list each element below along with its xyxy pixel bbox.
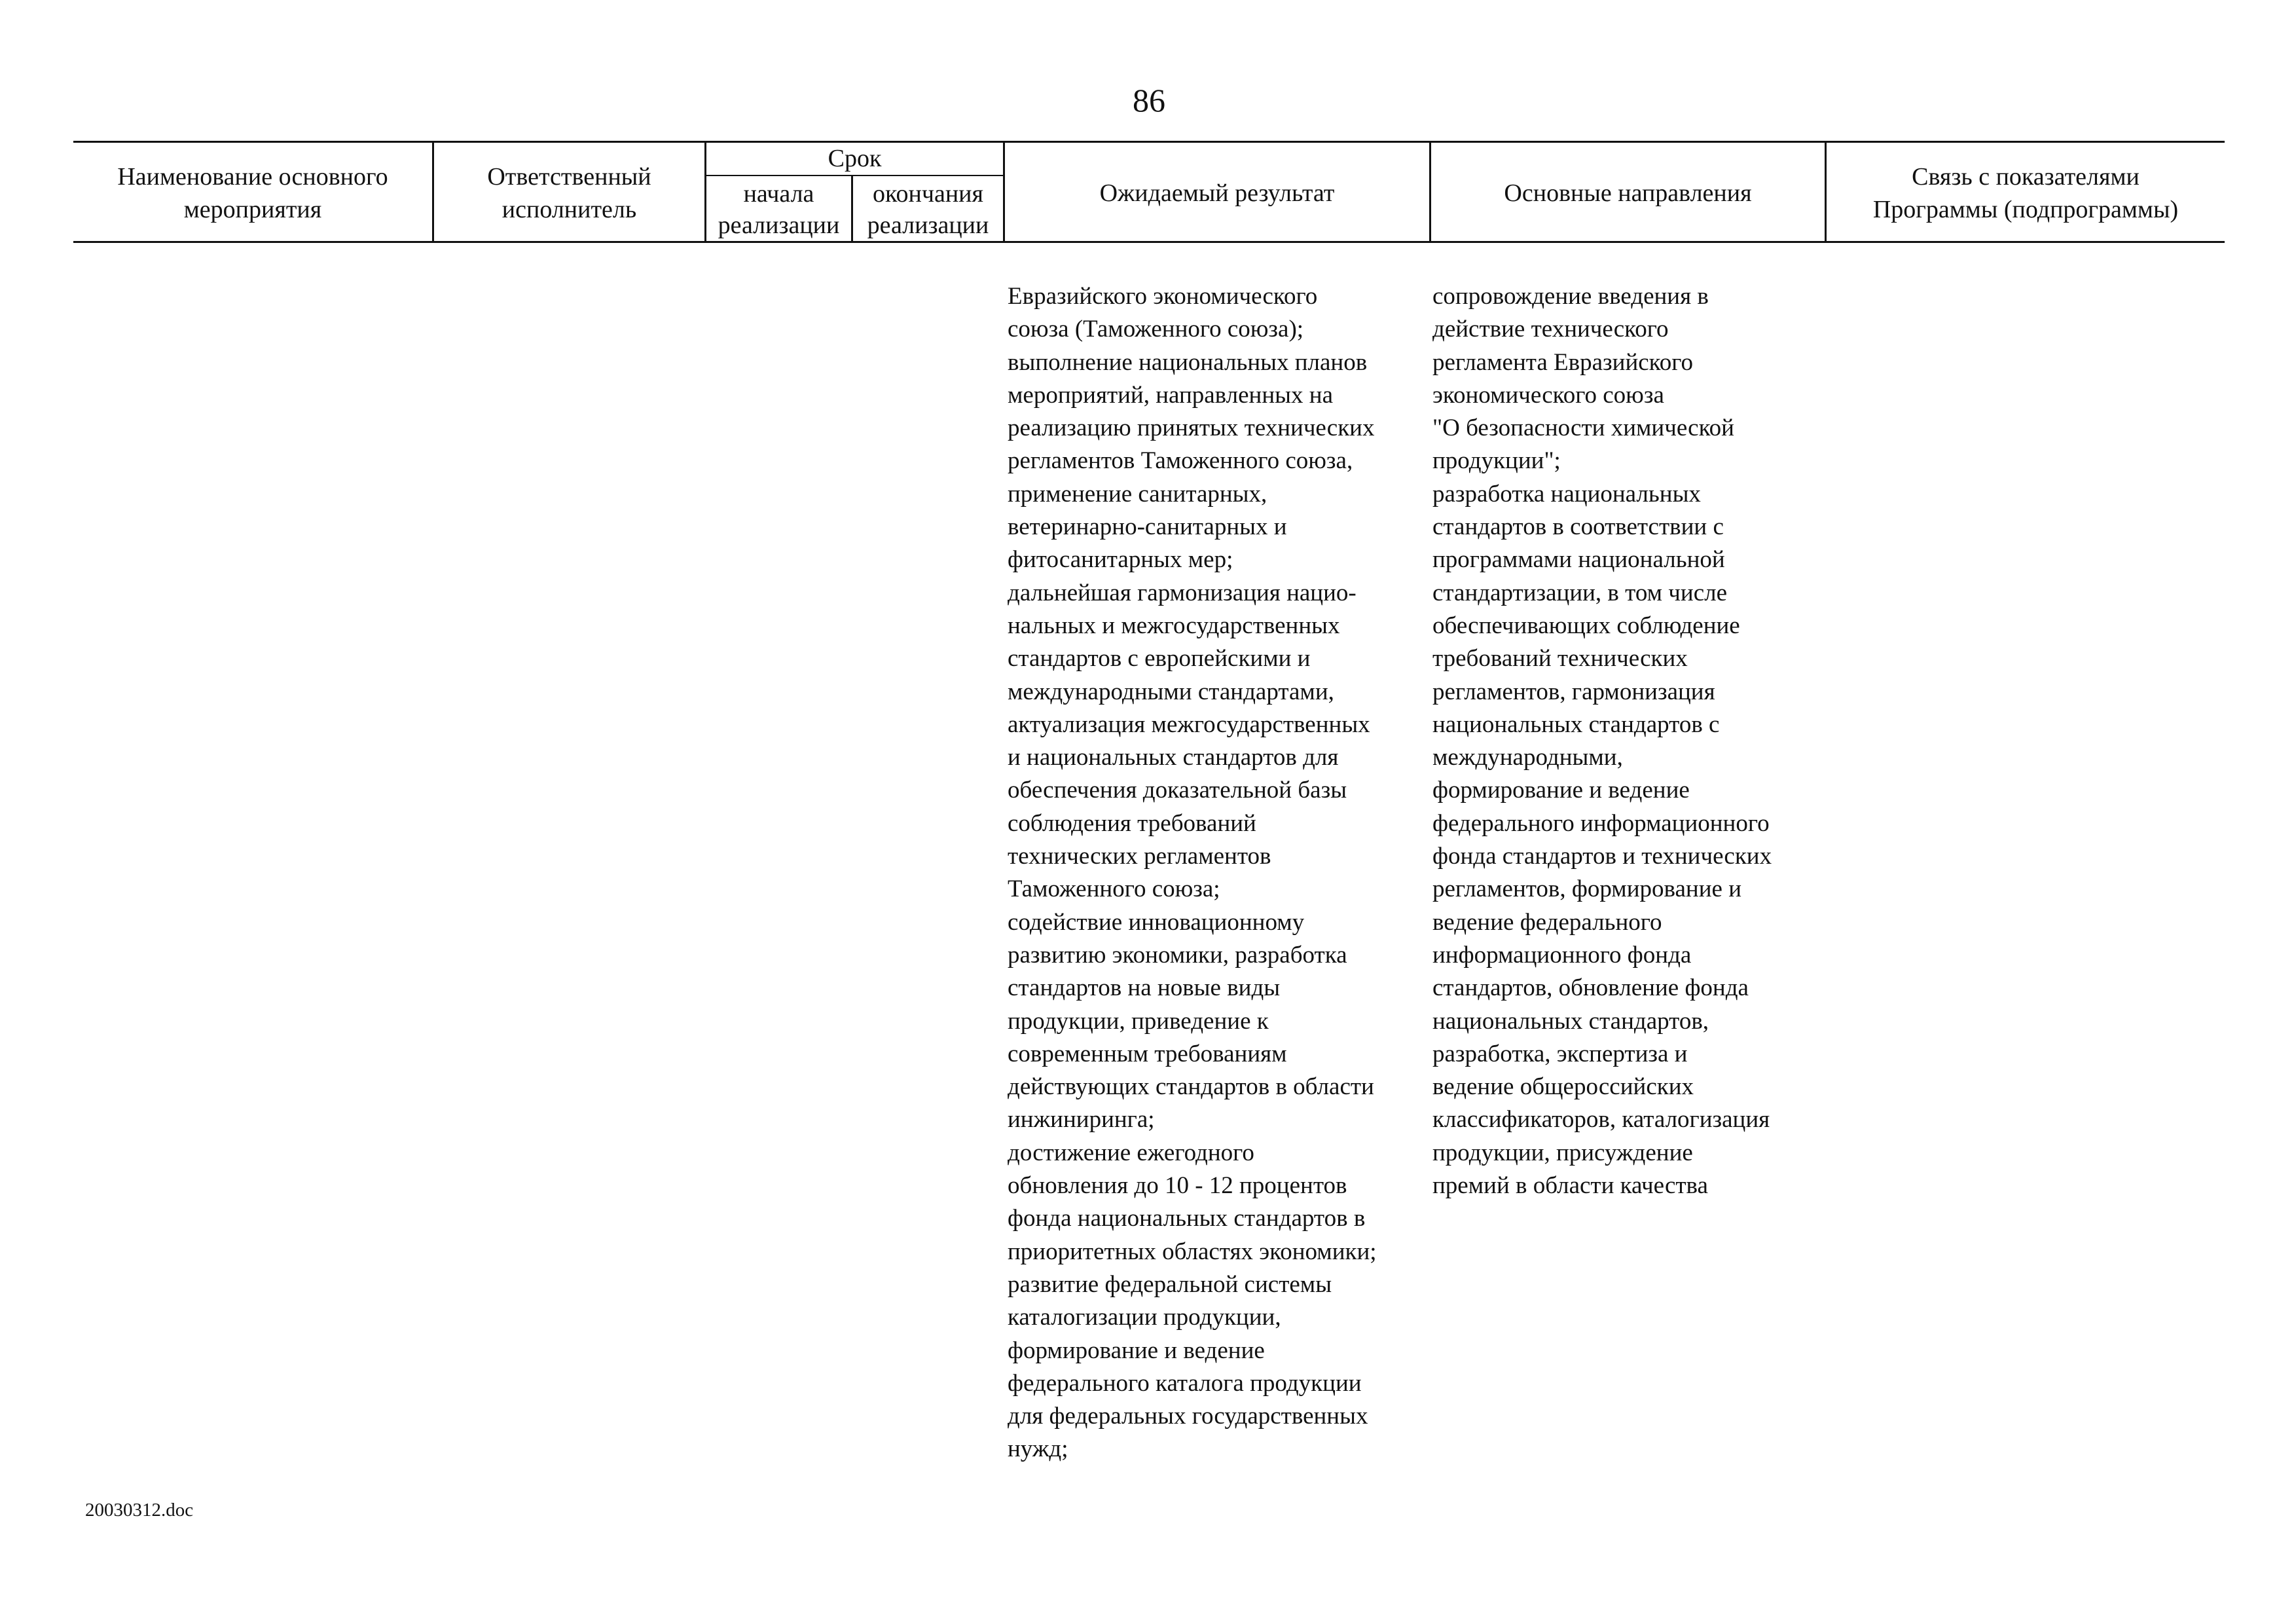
header-expected-result: Ожидаемый результат <box>1099 179 1335 207</box>
main-directions-line: действие технического <box>1432 316 1669 343</box>
main-directions-line: информационного фонда <box>1432 941 1692 969</box>
header-start-line1: начала <box>743 180 814 208</box>
main-directions-line: стандартов, обновление фонда <box>1432 974 1749 1002</box>
header-end-line1: окончания <box>873 180 983 208</box>
expected-result-line: нужд; <box>1008 1435 1068 1463</box>
header-executor-line1: Ответственный <box>487 163 651 191</box>
expected-result-line: технических регламентов <box>1008 843 1271 870</box>
header-term: Срок <box>828 145 882 172</box>
main-directions-line: международными, <box>1432 744 1623 771</box>
expected-result-line: нальных и межгосударственных <box>1008 612 1340 639</box>
expected-result-line: для федеральных государственных <box>1008 1403 1368 1430</box>
expected-result-line: стандартов с европейскими и <box>1008 645 1311 673</box>
main-directions-line: премий в области качества <box>1432 1172 1708 1200</box>
expected-result-text <box>1008 280 1377 1466</box>
expected-result-line: современным требованиям <box>1008 1040 1287 1067</box>
expected-result-line: развитию экономики, разработка <box>1008 941 1347 969</box>
main-directions-line: обеспечивающих соблюдение <box>1432 612 1740 639</box>
expected-result-line: применение санитарных, <box>1008 480 1267 507</box>
expected-result-line: фонда национальных стандартов в <box>1008 1205 1366 1232</box>
main-directions-line: "О безопасности химической <box>1432 415 1734 442</box>
main-directions-line: регламентов, гармонизация <box>1432 678 1715 705</box>
main-directions-line: разработка, экспертиза и <box>1432 1040 1688 1067</box>
main-directions-line: стандартизации, в том числе <box>1432 579 1728 606</box>
expected-result-line: содействие инновационному <box>1008 908 1305 936</box>
page-number: 86 <box>1133 82 1165 119</box>
main-directions-line: требований технических <box>1432 645 1688 673</box>
expected-result-line: реализацию принятых технических <box>1008 415 1375 442</box>
main-directions-line: продукции, присуждение <box>1432 1139 1693 1166</box>
header-start <box>706 178 851 241</box>
expected-result-line: актуализация межгосударственных <box>1008 710 1370 738</box>
header-end <box>853 178 1003 241</box>
header-indicator-link-line1: Связь с показателями <box>1912 163 2140 191</box>
main-directions-line: стандартов в соответствии с <box>1432 513 1724 541</box>
main-directions-line: регламента Евразийского <box>1432 348 1694 376</box>
main-directions-line: федерального информационного <box>1432 809 1770 837</box>
expected-result-line: союза (Таможенного союза); <box>1008 316 1304 343</box>
expected-result-line: выполнение национальных планов <box>1008 348 1368 376</box>
expected-result-line: дальнейшая гармонизация нацио- <box>1008 579 1357 606</box>
main-directions-line: ведение федерального <box>1432 908 1662 936</box>
expected-result-line: продукции, приведение к <box>1008 1007 1269 1035</box>
expected-result-line: развитие федеральной системы <box>1008 1270 1332 1298</box>
table-header-bottom-border <box>73 241 2225 243</box>
expected-result-line: международными стандартами, <box>1008 678 1334 705</box>
header-main-event-line1: Наименование основного <box>117 163 388 191</box>
main-directions-line: национальных стандартов, <box>1432 1007 1709 1035</box>
expected-result-line: обеспечения доказательной базы <box>1008 777 1347 804</box>
footer-filename: 20030312.doc <box>85 1500 194 1521</box>
header-main-directions: Основные направления <box>1504 179 1752 207</box>
main-directions-line: формирование и ведение <box>1432 777 1690 804</box>
header-executor-line2: исполнитель <box>501 196 637 223</box>
header-executor <box>434 160 704 226</box>
header-main-event <box>73 160 432 226</box>
main-directions-line: ведение общероссийских <box>1432 1073 1694 1101</box>
header-main-event-line2: мероприятия <box>183 196 322 223</box>
expected-result-line: фитосанитарных мер; <box>1008 546 1233 574</box>
main-directions-line: разработка национальных <box>1432 480 1701 507</box>
expected-result-line: инжиниринга; <box>1008 1106 1155 1134</box>
expected-result-line: федерального каталога продукции <box>1008 1369 1362 1397</box>
header-end-line2: реализации <box>867 212 989 239</box>
header-indicator-link <box>1827 160 2225 226</box>
main-directions-line: экономического союза <box>1432 381 1664 409</box>
table-top-border <box>73 141 2225 143</box>
main-directions-line: фонда стандартов и технических <box>1432 843 1772 870</box>
expected-result-line: формирование и ведение <box>1008 1337 1265 1364</box>
expected-result-line: Евразийского экономического <box>1008 283 1318 310</box>
main-directions-line: классификаторов, каталогизация <box>1432 1106 1770 1134</box>
main-directions-line: национальных стандартов с <box>1432 710 1720 738</box>
expected-result-line: ветеринарно-санитарных и <box>1008 513 1287 541</box>
term-subheader-divider <box>704 175 1004 176</box>
main-directions-text <box>1432 280 1772 1202</box>
main-directions-line: регламентов, формирование и <box>1432 876 1742 903</box>
expected-result-line: регламентов Таможенного союза, <box>1008 447 1353 475</box>
expected-result-line: Таможенного союза; <box>1008 876 1220 903</box>
main-directions-line: программами национальной <box>1432 546 1725 574</box>
expected-result-line: достижение ежегодного <box>1008 1139 1254 1166</box>
expected-result-line: мероприятий, направленных на <box>1008 381 1333 409</box>
expected-result-line: обновления до 10 - 12 процентов <box>1008 1172 1347 1200</box>
expected-result-line: соблюдения требований <box>1008 809 1256 837</box>
expected-result-line: приоритетных областях экономики; <box>1008 1238 1377 1265</box>
main-directions-line: продукции"; <box>1432 447 1561 475</box>
main-directions-line: сопровождение введения в <box>1432 283 1709 310</box>
expected-result-line: и национальных стандартов для <box>1008 744 1339 771</box>
expected-result-line: стандартов на новые виды <box>1008 974 1281 1002</box>
header-start-line2: реализации <box>718 212 840 239</box>
header-indicator-link-line2: Программы (подпрограммы) <box>1872 196 2179 223</box>
expected-result-line: каталогизации продукции, <box>1008 1304 1281 1331</box>
expected-result-line: действующих стандартов в области <box>1008 1073 1374 1101</box>
